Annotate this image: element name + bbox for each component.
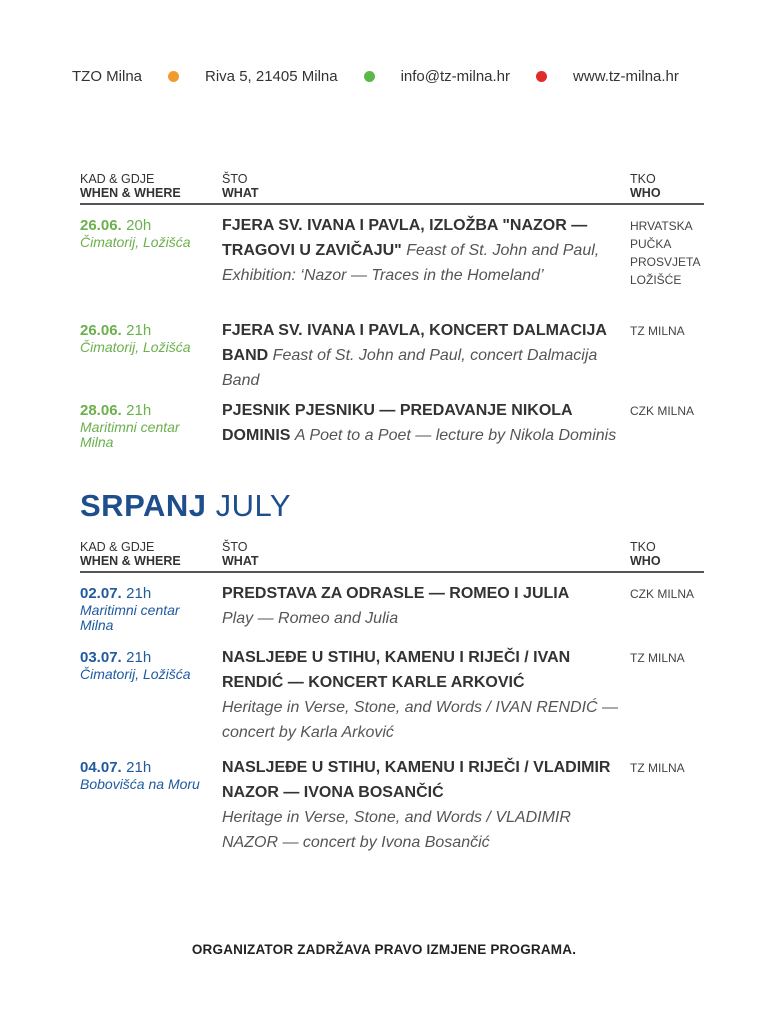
event-row	[80, 402, 704, 482]
event-hour: 21h	[126, 648, 152, 666]
footer-note: ORGANIZATOR ZADRŽAVA PRAVO IZMJENE PROGRAMA.	[191, 942, 577, 957]
event-english: Play — Romeo and Julia	[222, 609, 399, 627]
event-place: Maritimni centar Milna	[80, 418, 180, 450]
website-link[interactable]: www.tz-milna.hr	[573, 67, 679, 85]
address: Riva 5, 21405 Milna	[205, 67, 338, 85]
event-row	[80, 322, 704, 402]
event-hour: 21h	[126, 401, 152, 419]
july-section	[80, 540, 704, 869]
june-section	[80, 172, 704, 482]
who-header-en: WHO	[630, 186, 661, 200]
event-organizer: TZ MILNA	[630, 650, 685, 665]
event-organizer: TZ MILNA	[630, 760, 685, 775]
event-hour: 20h	[126, 216, 152, 234]
who-header-hr: TKO	[630, 172, 656, 186]
event-hour: 21h	[126, 758, 152, 776]
event-date: 26.06.	[80, 216, 122, 234]
event-place: Maritimni centar Milna	[80, 601, 180, 633]
event-date: 02.07.	[80, 584, 122, 602]
when-header-en: WHEN & WHERE	[80, 186, 181, 200]
event-date: 28.06.	[80, 401, 122, 419]
event-place: Čimatorij, Ložišća	[80, 233, 191, 250]
event-english: Heritage in Verse, Stone, and Words / VLADIMIR NAZOR — concert by Ivona Bosančić	[222, 808, 571, 851]
email-link[interactable]: info@tz-milna.hr	[400, 67, 511, 85]
event-row	[80, 585, 704, 649]
event-title: FJERA SV. IVANA I PAVLA, IZLOŽBA "NAZOR — TRAGOVI U ZAVIČAJU"	[222, 216, 588, 259]
header-divider	[80, 203, 704, 205]
who-header-hr: TKO	[630, 540, 656, 554]
event-hour: 21h	[126, 584, 152, 602]
event-hour: 21h	[126, 321, 152, 339]
event-row	[80, 217, 704, 322]
table-header	[80, 540, 704, 568]
event-date: 03.07.	[80, 648, 122, 666]
event-english: Feast of St. John and Paul, Exhibition: ‘Nazor — Traces in the Homeland’	[222, 241, 600, 284]
event-row	[80, 649, 704, 759]
event-english: A Poet to a Poet — lecture by Nikola Dominis	[294, 426, 617, 444]
header-divider	[80, 571, 704, 573]
event-title: NASLJEĐE U STIHU, KAMENU I RIJEČI / VLADIMIR NAZOR — IVONA BOSANČIĆ	[222, 758, 611, 801]
event-row	[80, 759, 704, 869]
table-header	[80, 172, 704, 200]
event-title: PREDSTAVA ZA ODRASLE — ROMEO I JULIA	[222, 584, 570, 602]
month-heading	[80, 488, 291, 524]
month-hr: SRPANJ	[80, 488, 207, 523]
event-english: Feast of St. John and Paul, concert Dalmacija Band	[222, 346, 598, 389]
who-header-en: WHO	[630, 554, 661, 568]
event-place: Čimatorij, Ložišća	[80, 338, 191, 355]
event-organizer: HRVATSKA PUČKA PROSVJETA LOŽIŠĆE	[630, 218, 700, 287]
contact-bar	[72, 64, 696, 88]
event-place: Bobovišća na Moru	[80, 775, 200, 792]
event-date: 26.06.	[80, 321, 122, 339]
event-organizer: CZK MILNA	[630, 403, 695, 418]
what-header-en: WHAT	[222, 186, 259, 200]
red-dot-icon	[536, 71, 547, 82]
green-dot-icon	[364, 71, 375, 82]
what-header-hr: ŠTO	[222, 540, 248, 554]
event-organizer: CZK MILNA	[630, 586, 695, 601]
event-title: NASLJEĐE U STIHU, KAMENU I RIJEČI / IVAN RENDIĆ — KONCERT KARLE ARKOVIĆ	[222, 648, 571, 691]
event-title: PJESNIK PJESNIKU — PREDAVANJE NIKOLA DOMINIS	[222, 401, 572, 444]
what-header-en: WHAT	[222, 554, 259, 568]
event-date: 04.07.	[80, 758, 122, 776]
event-english: Heritage in Verse, Stone, and Words / IVAN RENDIĆ — concert by Karla Arković	[222, 698, 619, 741]
event-organizer: TZ MILNA	[630, 323, 685, 338]
orange-dot-icon	[168, 71, 179, 82]
when-header-hr: KAD & GDJE	[80, 172, 155, 186]
when-header-en: WHEN & WHERE	[80, 554, 181, 568]
what-header-hr: ŠTO	[222, 172, 248, 186]
event-place: Čimatorij, Ložišća	[80, 665, 191, 682]
when-header-hr: KAD & GDJE	[80, 540, 155, 554]
org-name: TZO Milna	[72, 67, 143, 85]
event-title: FJERA SV. IVANA I PAVLA, KONCERT DALMACIJA BAND	[222, 321, 607, 364]
month-en: JULY	[215, 488, 292, 523]
